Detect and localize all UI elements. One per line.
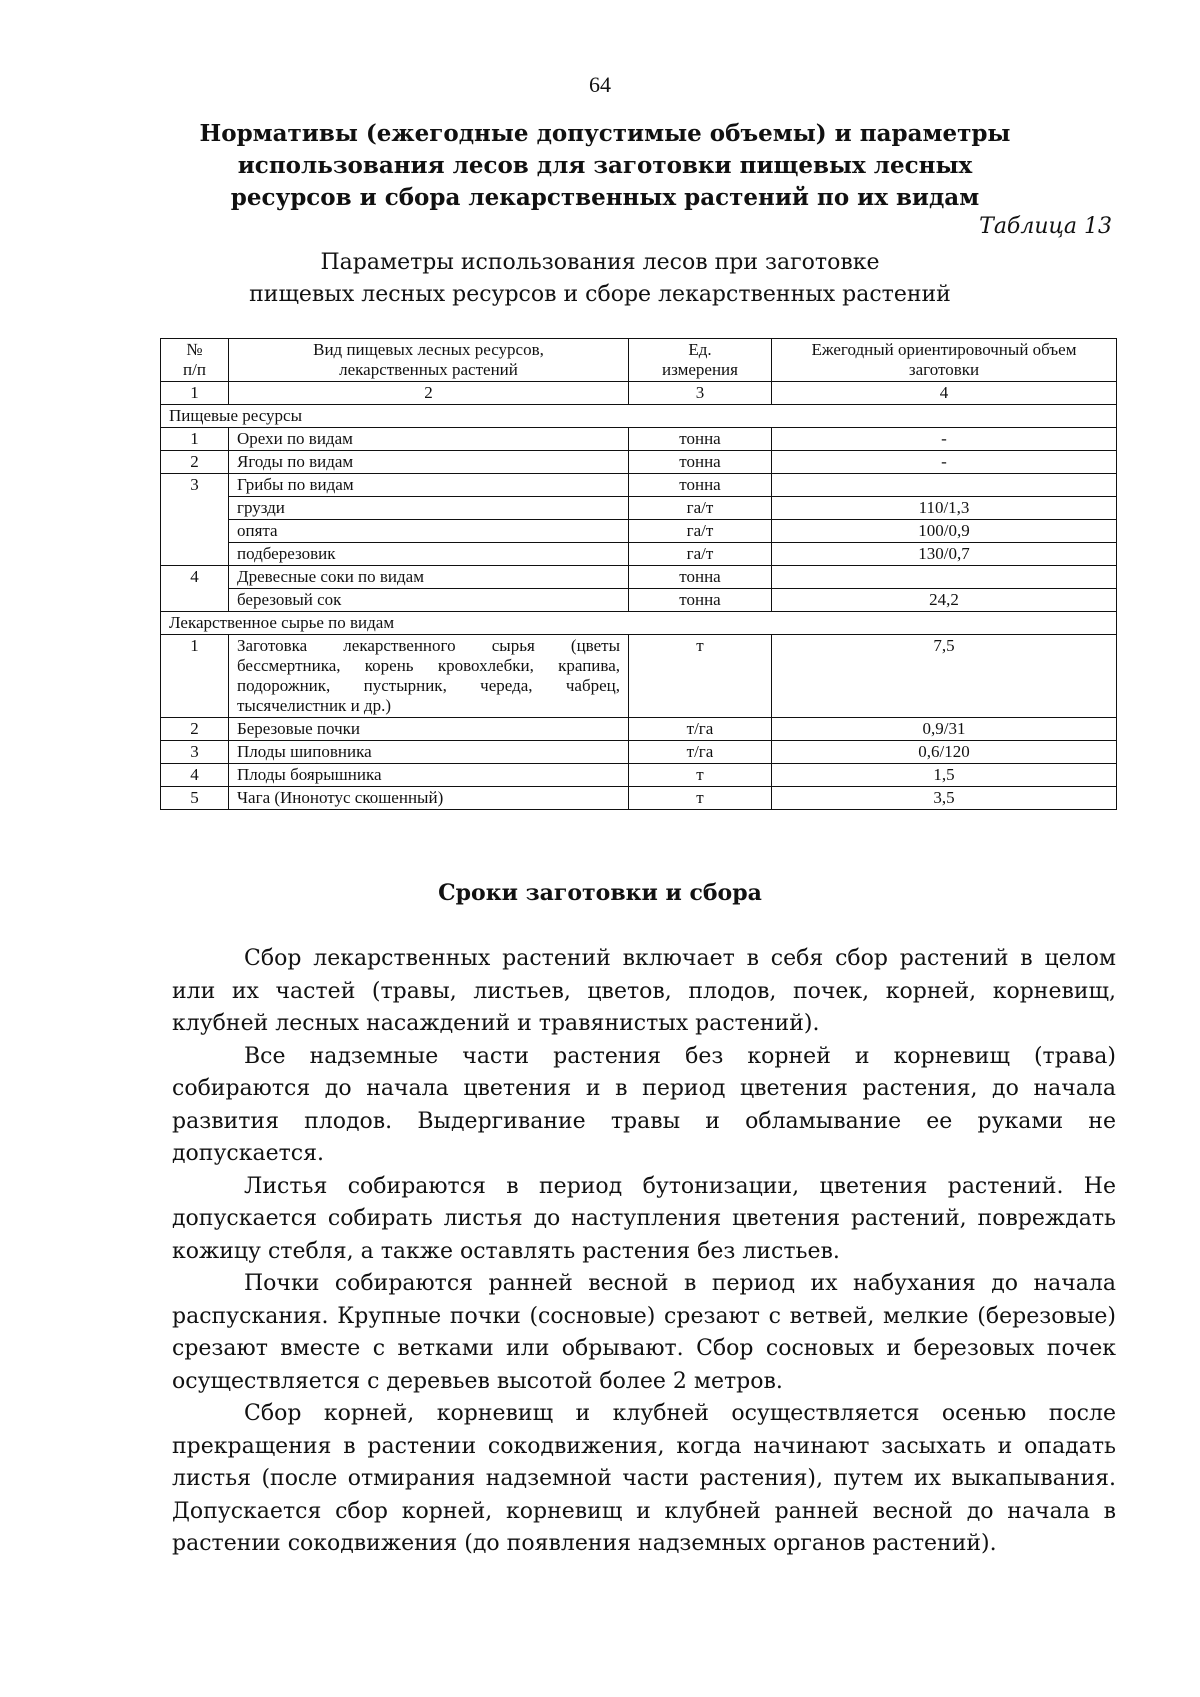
table-row <box>161 718 1117 741</box>
row-value <box>772 566 1117 589</box>
resources-table <box>160 338 1117 810</box>
section-title: Лекарственное сырье по видам <box>161 612 1117 635</box>
section-row <box>161 612 1117 635</box>
column-number-row <box>161 382 1117 405</box>
row-value: 130/0,7 <box>772 543 1117 566</box>
paragraph: Листья собираются в период бутонизации, цветения растений. Не допускается собирать листья до наступления цветения растений, повреждать кожицу стебля, а также оставлять растения без листьев. <box>172 1173 1116 1264</box>
row-unit: тонна <box>629 566 772 589</box>
row-value <box>772 474 1117 497</box>
header-unit: Ед. измерения <box>629 339 772 382</box>
row-name: грузди <box>229 497 629 520</box>
table-row <box>161 451 1117 474</box>
row-unit: тонна <box>629 589 772 612</box>
table-row <box>161 635 1117 718</box>
row-value: - <box>772 451 1117 474</box>
row-num: 3 <box>161 741 229 764</box>
row-value: - <box>772 428 1117 451</box>
row-value: 1,5 <box>772 764 1117 787</box>
row-name: Грибы по видам <box>229 474 629 497</box>
row-unit: т/га <box>629 718 772 741</box>
table-row <box>161 589 1117 612</box>
row-unit: т <box>629 635 772 718</box>
row-value: 3,5 <box>772 787 1117 810</box>
row-name: подберезовик <box>229 543 629 566</box>
row-value: 110/1,3 <box>772 497 1117 520</box>
row-num: 4 <box>161 764 229 787</box>
paragraph: Почки собираются ранней весной в период их набухания до начала распускания. Крупные почки (сосновые) срезают с ветвей, мелкие (березовые) срезают вместе с ветками или обрывают. Сбор сосновых и березовых почек осуществляется с деревьев высотой более 2 метров. <box>172 1271 1116 1394</box>
row-unit: т/га <box>629 741 772 764</box>
section-heading: Сроки заготовки и сбора <box>438 880 762 906</box>
row-unit: т <box>629 787 772 810</box>
row-name: опята <box>229 520 629 543</box>
paragraph: Сбор лекарственных растений включает в себя сбор растений в целом или их частей (травы, листьев, цветов, плодов, почек, корней, корневищ, клубней лесных насаждений и травянистых растений). <box>172 946 1116 1036</box>
row-name: Заготовка лекарственного сырья (цветы бессмертника, корень кровохлебки, крапива, подорожник, пустырник, череда, чабрец, тысячелистник и др.) <box>229 635 629 718</box>
row-name: Ягоды по видам <box>229 451 629 474</box>
row-unit: га/т <box>629 543 772 566</box>
row-name: Березовые почки <box>229 718 629 741</box>
table-row <box>161 520 1117 543</box>
header-num: № п/п <box>161 339 229 382</box>
row-num: 1 <box>161 428 229 451</box>
row-name: березовый сок <box>229 589 629 612</box>
table-row <box>161 764 1117 787</box>
row-value: 7,5 <box>772 635 1117 718</box>
table-row <box>161 474 1117 497</box>
row-value: 0,6/120 <box>772 741 1117 764</box>
row-unit: тонна <box>629 451 772 474</box>
row-unit: т <box>629 764 772 787</box>
row-unit: га/т <box>629 497 772 520</box>
row-name: Чага (Инонотус скошенный) <box>229 787 629 810</box>
row-num: 4 <box>161 566 229 612</box>
table-row <box>161 566 1117 589</box>
body-text <box>172 943 1116 1561</box>
row-unit: тонна <box>629 474 772 497</box>
column-number: 3 <box>629 382 772 405</box>
table-header-row <box>161 339 1117 382</box>
table-row <box>161 428 1117 451</box>
page-number: 64 <box>589 72 611 97</box>
table-caption <box>160 247 1040 311</box>
row-name: Плоды шиповника <box>229 741 629 764</box>
column-number: 4 <box>772 382 1117 405</box>
section-title: Пищевые ресурсы <box>161 405 1117 428</box>
table-row <box>161 543 1117 566</box>
row-num: 2 <box>161 718 229 741</box>
main-heading: Нормативы (ежегодные допустимые объемы) и параметры использования лесов для заготовки пищевых лесных ресурсов и сбора лекарственных растений по их видам <box>199 120 1011 211</box>
row-num: 2 <box>161 451 229 474</box>
table-row <box>161 787 1117 810</box>
column-number: 1 <box>161 382 229 405</box>
column-number: 2 <box>229 382 629 405</box>
table-label: Таблица 13 <box>979 214 1112 239</box>
row-value: 24,2 <box>772 589 1117 612</box>
row-name: Древесные соки по видам <box>229 566 629 589</box>
row-num: 5 <box>161 787 229 810</box>
row-value: 0,9/31 <box>772 718 1117 741</box>
row-num: 3 <box>161 474 229 566</box>
paragraph: Сбор корней, корневищ и клубней осуществляется осенью после прекращения в растении сокодвижения, когда начинают засыхать и опадать листья (после отмирания надземной части растения), путем их выкапывания. Допускается сбор корней, корневищ и клубней ранней весной до начала в растении сокодвижения (до появления надземных органов растений). <box>172 1401 1116 1556</box>
table-row <box>161 497 1117 520</box>
table-row <box>161 741 1117 764</box>
row-unit: га/т <box>629 520 772 543</box>
table-caption-line: пищевых лесных ресурсов и сборе лекарственных растений <box>249 282 951 307</box>
row-value: 100/0,9 <box>772 520 1117 543</box>
row-name: Орехи по видам <box>229 428 629 451</box>
header-volume: Ежегодный ориентировочный объем заготовки <box>772 339 1117 382</box>
row-num: 1 <box>161 635 229 718</box>
paragraph: Все надземные части растения без корней и корневищ (трава) собираются до начала цветения и в период цветения растения, до начала развития плодов. Выдергивание травы и обламывание ее руками не допускается. <box>172 1043 1116 1166</box>
section-row <box>161 405 1117 428</box>
header-type: Вид пищевых лесных ресурсов, лекарственных растений <box>229 339 629 382</box>
table-caption-line: Параметры использования лесов при заготовке <box>320 250 880 275</box>
row-name: Плоды боярышника <box>229 764 629 787</box>
row-unit: тонна <box>629 428 772 451</box>
